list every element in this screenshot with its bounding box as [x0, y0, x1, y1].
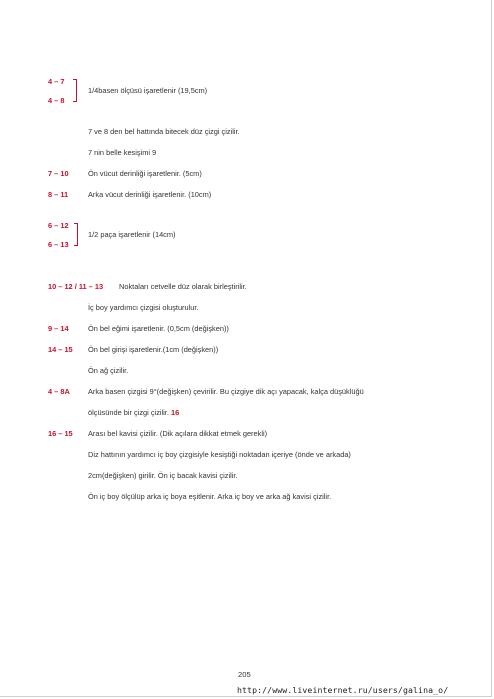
- point-code: 8 – 11: [48, 190, 69, 199]
- watermark-url: http://www.liveinternet.ru/users/galina_o/: [237, 685, 449, 695]
- instruction-text: 1/2 paça işaretlenir (14cm): [88, 230, 176, 239]
- instruction-text: Ön vücut derinliği işaretlenir. (5cm): [88, 169, 202, 178]
- point-number: 16: [170, 408, 180, 417]
- instruction-text-part: ölçüsünde bir çizgi çizilir.: [88, 408, 169, 417]
- page-number: 205: [238, 670, 251, 679]
- instruction-text: Ön iç boy ölçülüp arka iç boya eşitlenir. Arka iç boy ve arka ağ kavisi çizilir.: [88, 492, 332, 501]
- instruction-text: Arka basen çizgisi 9°(değişken) çevirilir. Bu çizgiye dik açı yapacak, kalça düşüklüğü: [88, 387, 364, 396]
- instruction-text: Ön bel girişi işaretlenir.(1cm (değişken)): [88, 345, 219, 354]
- point-code: 9 – 14: [48, 324, 69, 333]
- point-code: 6 – 13: [48, 240, 69, 249]
- point-code: 16 – 15: [48, 429, 73, 438]
- instruction-text: Arası bel kavisi çizilir. (Dik açılara dikkat etmek gerekli): [88, 429, 268, 438]
- point-code: 6 – 12: [48, 221, 69, 230]
- point-code: 4 – 7: [48, 77, 65, 86]
- instruction-text: [88, 408, 179, 417]
- point-code: 14 – 15: [48, 345, 73, 354]
- red-bracket: [73, 79, 77, 102]
- point-code: 4 – 8A: [48, 387, 70, 396]
- instruction-text: 7 nin belle kesişimi 9: [88, 148, 157, 157]
- instruction-text: 2cm(değişken) girilir. Ön iç bacak kavisi çizilir.: [88, 471, 238, 480]
- point-code: 4 – 8: [48, 96, 65, 105]
- instruction-text: Arka vücut derinliği işaretlenir. (10cm): [88, 190, 212, 199]
- point-code: 7 – 10: [48, 169, 69, 178]
- point-code: 10 – 12 / 11 – 13: [48, 282, 104, 291]
- instruction-text: Diz hattının yardımcı iç boy çizgisiyle kesiştiği noktadan içeriye (önde ve arkada): [88, 450, 351, 459]
- instruction-text: 7 ve 8 den bel hattında bitecek düz çizgi çizilir.: [88, 127, 240, 136]
- instruction-text: Ön bel eğimi işaretlenir. (0,5cm (değişken)): [88, 324, 229, 333]
- instruction-text: 1/4basen ölçüsü işaretlenir (19,5cm): [88, 86, 208, 95]
- instruction-text: Ön ağ çizilir.: [88, 366, 129, 375]
- red-bracket: [74, 223, 78, 246]
- instruction-text: İç boy yardımcı çizgisi oluşturulur.: [88, 303, 199, 312]
- instruction-text: Noktaları cetvelle düz olarak birleştirilir.: [119, 282, 247, 291]
